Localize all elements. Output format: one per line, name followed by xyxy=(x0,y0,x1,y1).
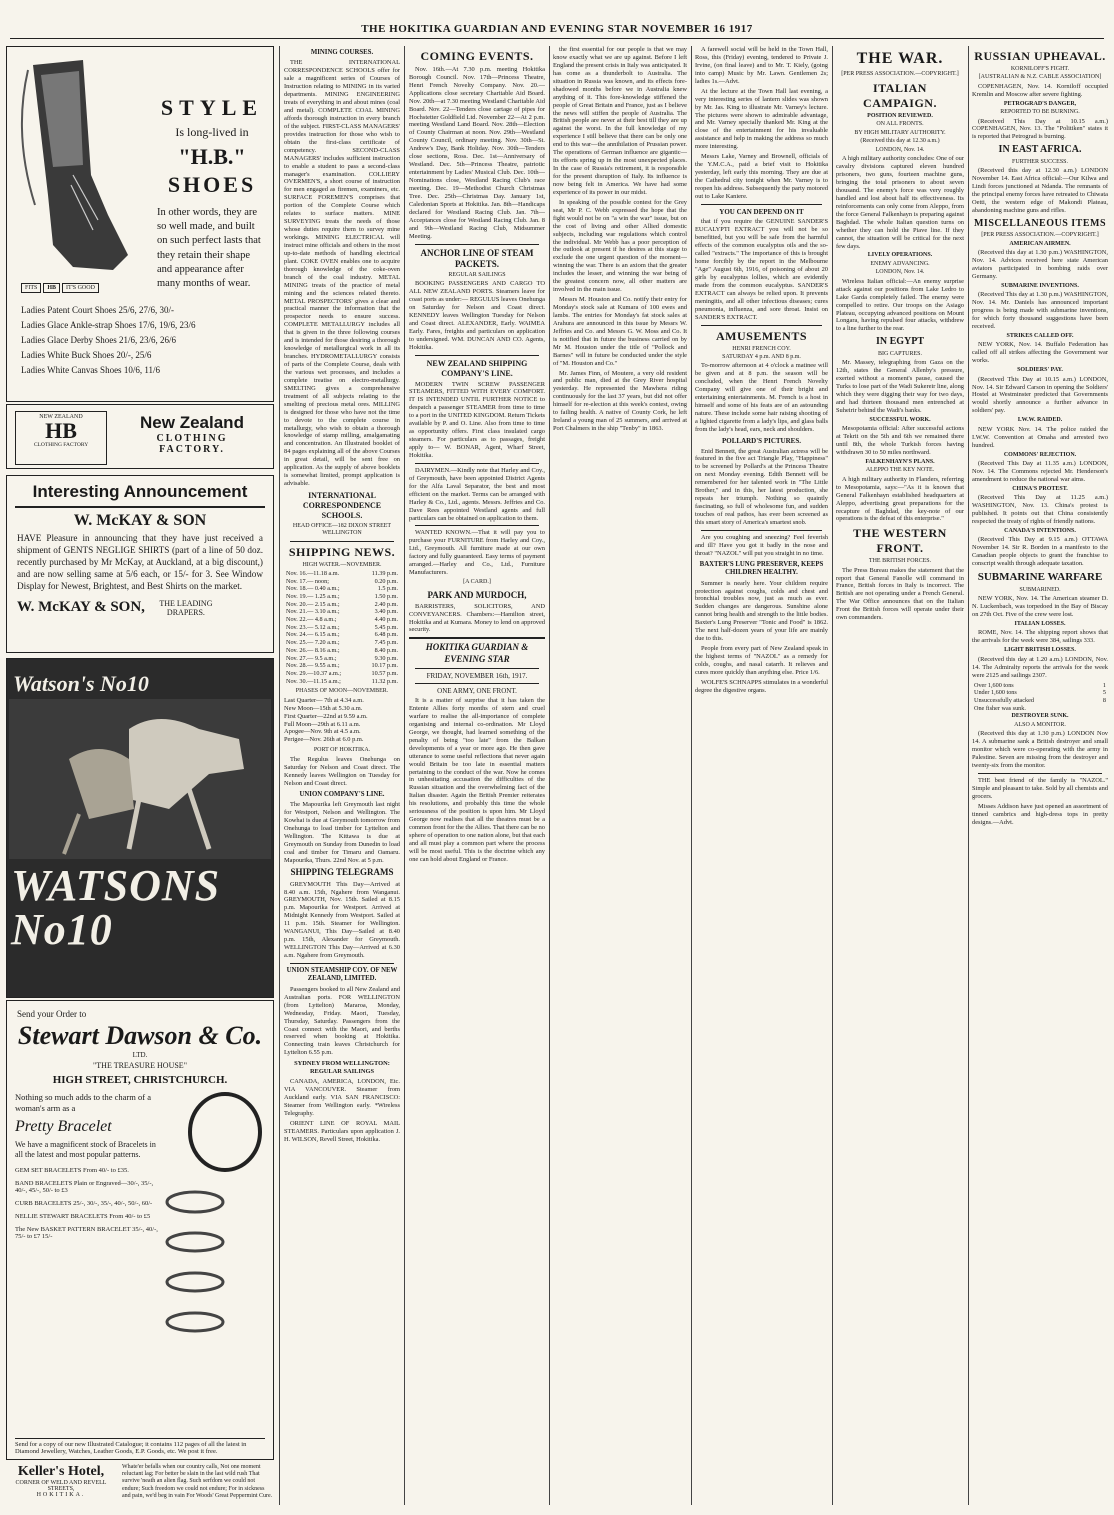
sinking-cell: 8 xyxy=(1102,696,1106,704)
style-brand: "H.B." xyxy=(178,144,246,169)
subwar-title: SUBMARINE WARFARE xyxy=(977,571,1103,584)
card-label: [A CARD.] xyxy=(463,579,491,586)
cable-association: [AUSTRALIAN & N.Z. CABLE ASSOCIATION] xyxy=(978,74,1102,81)
factory-line2: CLOTHING xyxy=(156,433,228,444)
tide-cell: Nov. 19.— 1.25 a.m.; xyxy=(286,593,340,601)
tide-cell: 1.50 p.m. xyxy=(374,593,398,601)
light-body: (Received this day at 1.20 a.m.) LONDON, Nov. 14. The Admiralty reports the arrivals for the week were 2125 and sailings 2307. xyxy=(972,655,1108,679)
russian-sub: KORNILOFF'S FIGHT. xyxy=(1010,65,1070,72)
africa-sub: FURTHER SUCCESS. xyxy=(1012,158,1068,165)
ics-address: HEAD OFFICE—182 DIXON STREET WELLINGTON xyxy=(292,522,392,537)
column-rule xyxy=(279,46,280,1505)
price-line: Ladies White Canvas Shoes 10/6, 11/6 xyxy=(21,365,160,375)
lively-title: LIVELY OPERATIONS. xyxy=(867,252,933,259)
dateline: LONDON, Nov. 14. xyxy=(875,146,925,153)
sinking-row xyxy=(972,689,1108,697)
moon-phase: Perigee—Nov. 26th at 6.0 p.m. xyxy=(284,736,364,744)
port-title: PORT OF HOKITIKA. xyxy=(313,747,371,754)
stewart-item: NELLIE STEWART BRACELETS From 40/- to £5 xyxy=(15,1212,151,1220)
sanders-title: YOU CAN DEPEND ON IT xyxy=(719,207,804,216)
stewart-logo: Stewart Dawson & Co. xyxy=(17,1021,263,1050)
baxter-title: BAXTER'S LUNG PRESERVER, KEEPS CHILDREN HEALTHY. xyxy=(699,560,824,577)
falk-body: A high military authority in Flanders, referring to Mesopotamia, says:—"As it is known that General Falkenhayn established headquarters at Aleppo, advertising great preparations for the recapture of Baghdad, the key-note of our operations is the defeat of this enterprise." xyxy=(836,475,964,523)
egypt-title: IN EGYPT xyxy=(875,336,925,348)
mining-header: MINING COURSES. xyxy=(310,49,374,56)
lecture-body: At the lecture at the Town Hall last evening, a very interesting series of lantern slides was shown by Mr. Jas. King to illustrate Mr. Varney's lecture. The pictures were shown to admirable advantage, and Mr. Varney specially thanked Mr. King at the close of the entertainment for his invaluable assistance and help in making the address so much more interesting. xyxy=(695,87,828,151)
sunk-body: NEW YORK, Nov. 14. The American steamer D. N. Luckenbach, was torpedoed in the Bay of Biscay on 27th Oct. Five of the crew were lost. xyxy=(972,595,1108,619)
tide-cell: Nov. 25.— 7.20 a.m.; xyxy=(286,639,340,647)
war-body: Wireless Italian official:—An enemy surprise attack against our positions from Lake Ledro to Lake Garda completely failed. The enemy were compelled to retire. Our troops on the Asiago Plateau, occupying advanced positions on Mount Longara, having repulsed four attacks, withdrew to a line further to the rear. xyxy=(836,277,964,333)
tide-cell: 4.40 p.m. xyxy=(374,616,398,624)
destroyer-title: DESTROYER SUNK. xyxy=(1011,713,1069,720)
badge-row xyxy=(21,283,99,293)
column-5 xyxy=(695,46,828,1507)
tide-cell: 10.57 p.m. xyxy=(371,669,398,677)
iww-title: I.W.W. RAIDED. xyxy=(1017,417,1063,424)
anchor-sub: REGULAR SAILINGS xyxy=(448,271,506,278)
baxter-body: Summer is nearly here. Your children require protection against coughs, colds and chest and bronchial troubles now, just as much as ever. Sudden changes are dangerous. Sunshine alone cannot bring health and strength to the little bodies. Baxter's Lung Preserver "Tonic and Food" is 1862. The next half-dozen years of your life are mainly due to this. xyxy=(695,579,828,643)
amusements-title: AMUSEMENTS xyxy=(715,328,807,343)
canada-title: CANADA'S INTENTIONS. xyxy=(1004,527,1076,534)
tide-cell: Nov. 16.—11.18 a.m. xyxy=(286,569,340,577)
monitor-body: (Received this day at 1.30 p.m.) LONDON Nov 14. A submarine sank a British destroyer and small monitor which were co-operating with the army in Palestine. Seven are missing from the destroyer and twenty-six from the monitor. xyxy=(972,730,1108,769)
wanted-body: WANTED KNOWN.—That it will pay you to purchase your FURNITURE from Harley and Coy., Ltd., Greymouth. All furniture made at our own factory and fully guaranteed. Easy terms of payment arranged.—Harley and Co., Ltd., Furniture Manufacturers. xyxy=(409,529,545,577)
paper-title: HOKITIKA GUARDIAN & EVENING STAR xyxy=(425,642,529,664)
column-rule xyxy=(691,46,692,1505)
tide-cell: Nov. 17.— noon; xyxy=(286,577,329,585)
kellers-addr1: CORNER OF WELD AND REVELL STREETS, xyxy=(15,1480,107,1492)
column-7 xyxy=(972,46,1108,1507)
light-title: LIGHT BRITISH LOSSES. xyxy=(1004,647,1076,654)
misc-assoc: [PER PRESS ASSOCIATION.—COPYRIGHT.] xyxy=(981,232,1099,239)
shipping-title: SHIPPING NEWS. xyxy=(288,544,396,559)
tide-row xyxy=(284,647,400,655)
italian-title: ITALIAN CAMPAIGN. xyxy=(863,81,937,111)
tide-cell: Nov. 27.— 9.5 a.m.; xyxy=(286,654,337,662)
fronts: ON ALL FRONTS. xyxy=(876,121,924,128)
editorial-title: ONE ARMY, ONE FRONT. xyxy=(437,687,517,696)
stewart-intro: Send your Order to xyxy=(17,1009,87,1019)
park-body: BARRISTERS, SOLICITORS, AND CONVEYANCERS. Chambers:—Hamilton street, Hokitika and at Kumara. Money to lend on approved security. xyxy=(409,602,545,634)
egypt-sub: BIG CAPTURES. xyxy=(877,350,922,357)
horse-illustration xyxy=(9,699,271,859)
moon-list xyxy=(284,697,400,745)
egypt-body: Mr. Massey, telegraphing from Gaza on the 12th, states the General Allenby's pressure, exerted without a moment's pause, caused the Turks to lose part of the Wadi Sukereir line, along which they were digging their way for two days, and had thirteen thousand men entrenched at Suheirir behind the Wadi's banks. xyxy=(836,359,964,414)
iww-body: NEW YORK Nov. 14. The police raided the I.W.W. Convention at Omaha and arrested two hundred. xyxy=(972,425,1108,449)
ics-title: INTERNATIONAL CORRESPONDENCE SCHOOLS. xyxy=(302,491,382,520)
tide-cell: 6.48 p.m. xyxy=(374,631,398,639)
column-rule xyxy=(832,46,833,1505)
stewart-tagline: "THE TREASURE HOUSE" xyxy=(93,1061,187,1070)
sinking-row xyxy=(972,682,1108,690)
stewart-dawson-ad xyxy=(6,1000,274,1460)
burning-title: REPORTED TO BE BURNING. xyxy=(1000,109,1080,116)
moon-phase: New Moon—15th at 5.30 a.m. xyxy=(284,704,363,712)
column-3 xyxy=(409,46,545,1507)
factory-logo-top: NEW ZEALAND xyxy=(39,414,83,420)
column-rule xyxy=(404,46,405,1505)
article-body: the first essential for our people is that we may know exactly what we are up against. Before I left England the present crisis in Italy was anticipated. It has come as a thunderbolt to Australia. The situation in Russia was known, and its effects fore-shadowed months before we in Australia knew anything of it. This fore-knowledge stiffened the people of Great Britain and France, just as I believe the news will stiffen the people of Australia. The British people are never at their best till they are up against the worst. In the full knowledge of my experience I still believe that there can be only one end to this war—the annihilation of Prussian power. The operations of German influence are gigantic—its efforts spring up in the most unexpected places. In the case of Russia's retirement, it is responsible for the present disruption of Italy. Its influence is now being felt in America. We have had some experience of its power in our midst. xyxy=(553,46,687,196)
anchor-title: ANCHOR LINE OF STEAM PACKETS. xyxy=(420,247,534,269)
military-authority: BY HIGH MILITARY AUTHORITY. xyxy=(854,129,946,136)
peppermint-verse: Whate'er befalls when our country calls, Not one moment reluctant lag; For better be slain in the last wild rush That survive 'neath an alien flag. Such serfdom we could not endure; Such freedom we could not endure; For in sickness and pain, we'd beg in vain For Woods' Great Peppermint Cure. xyxy=(122,1464,273,1499)
tide-cell: 1.5 p.m. xyxy=(377,585,398,593)
sinking-cell: 1 xyxy=(1102,681,1106,689)
tide-cell: 11.32 p.m. xyxy=(371,677,398,685)
tide-cell: 5.45 p.m. xyxy=(374,623,398,631)
style-line1: Is long-lived in xyxy=(175,125,249,139)
stewart-item: GEM SET BRACELETS From 40/- to £35. xyxy=(15,1166,129,1174)
nazol-body: People from every part of New Zealand speak in the highest terms of "NAZOL" as a remedy for colds, coughs, and nasal catarrh. It relieves and cures more quickly than anything else. Price 1/6. xyxy=(695,645,828,676)
sinking-cell: 5 xyxy=(1102,689,1106,697)
watsons-ad xyxy=(6,658,274,998)
misc-title: MISCELLANEOUS ITEMS xyxy=(973,217,1107,229)
tide-row xyxy=(284,678,400,686)
falk-title: FALKENHAYN'S PLANS. xyxy=(865,458,935,465)
tide-table xyxy=(284,570,400,685)
column-rule xyxy=(968,46,969,1505)
tide-row xyxy=(284,616,400,624)
style-shoes: SHOES xyxy=(167,172,257,197)
kellers-title: Keller's Hotel, xyxy=(17,1464,105,1479)
sinkings-table xyxy=(972,682,1108,713)
sinking-cell: Under 1,600 tons xyxy=(974,689,1017,697)
column-2 xyxy=(284,46,400,1507)
tide-row xyxy=(284,570,400,578)
sinking-row xyxy=(972,705,1108,713)
amusements-sub: HENRI FRENCH COY. xyxy=(732,345,791,352)
usc-body: Passengers booked to all New Zealand and Australian ports. FOR WELLINGTON (from Lyttelton) Mararoa, Monday, Wednesday, Friday. Maori, Tuesday, Thursday, Saturday. Passengers from the Coast connect with the Maori, and berths reserved when booking at Hokitika. Connecting train leaves Christchurch for Lyttelton 6.55 p.m. xyxy=(284,985,400,1057)
tide-row xyxy=(284,639,400,647)
addison-ad: Misses Addison have just opened an assortment of tinned cambrics and high-dress tops in pretty designs.—Advt. xyxy=(972,802,1108,826)
mining-body: THE INTERNATIONAL CORRESPONDENCE SCHOOLS offer for sale a magnificent series of Courses of Instruction relating to MINING in its varied departments. MINING ENGINEERING treats of everything in and about mines (coal and metal). COMPLETE COAL MINING affords thorough instruction in every branch of the subject. FIRST-CLASS MANAGERS' provides instruction for those who wish to obtain the first-class certificate of competency. SECOND-CLASS MANAGERS' includes sufficient instruction to enable a student to pass a second-class manager's examination. COLLIERY OVERMEN'S, a short course of instruction for men engaged as firemen, examiners, etc. SURFACE FOREMEN'S comprises that portion of the Complete Course which relates to surface matters. MINE SURVEYING treats the needs of those whose duties require them to survey mine workings. MINING ELECTRICAL will instruct mine officials and others in the most up-to-date methods of handling electrical plant. COKE OVEN enables one to acquire thorough knowledge of the coke-oven branch of the coal industry. METAL MINING treats of the practice of metal mining and the sciences related thereto. METAL PROSPECTORS' gives a clear and practical manner the information that the prospector needs to ensure success. COMPLETE METALLURGY includes all that is given in the three following courses and is intended for those desiring a thorough knowledge of metallurgical work in all its branches. HYDROMETALLURGY consists of parts of the Complete Course, deals with the various wet processes, and includes a complete treatise on electro-metallurgy. SMELTING gives a comprehensive treatment of all subjects relating to the smelting of precious metal ores. MILLING is designed for those who have not the time to devote to the complete course in metallurgy, who wish to obtain a thorough knowledge of stamp milling, amalgamating and concentration. An Illustrated booklet of 84 pages explaining all of the above Courses in great detail, will be sent free on application. As the supply of above booklets is somewhat limited, prompt application is advisable. xyxy=(284,59,400,488)
stewart-ltd: LTD. xyxy=(132,1051,148,1059)
tide-cell: 9.30 p.m. xyxy=(374,654,398,662)
africa-body: (Received this day at 12.30 a.m.) LONDON November 14. East Africa official:—Our Kilwa and Lindi forces junctioned at Ndanda. The remnants of the principal enemy forces have retreated to Chiwata Oetti, the western edge of Makondi Plateau, abandoning machine guns and rifles. xyxy=(972,167,1108,214)
italian-losses-title: ITALIAN LOSSES. xyxy=(1014,621,1066,628)
price-line: Ladies Glace Ankle-strap Shoes 17/6, 19/6, 23/6 xyxy=(21,320,196,330)
bracelet-illustrations xyxy=(165,1092,265,1372)
press-association: [PER PRESS ASSOCIATION.—COPYRIGHT.] xyxy=(841,70,959,77)
coming-body: Nov. 16th.—At 7.30 p.m. meeting Hokitika Borough Council. Nov. 17th—Princess Theatre, Henri French Novelty Company. Nov. 20.—Applications close secretary Charitable Aid Board. Nov. 20th—at 7.30 meeting Westland Charitable Aid Board. Nov. 22—Tenders close cartage of pipes for Hochstetter Goldfield Ltd. November 22—At 2 p.m. meeting Westland Land Board. Nov. 28th—Election of County Chairman at noon. Nov. 29th—Westland County Council, ordinary meeting. Nov. 30th—St. Andrew's Day, Bank Holiday. Nov. 30th—Tenders close sections, Ross. Dec. 1st—Anniversary of Westland. Dec. 5th—Princess Theatre, patriotic entertainment by Ladies' Musical Club. Dec. 10th—Nominations close, Westland Racing Club's race meeting. Dec. 19—Methodist Church Christmas Tree. Dec. 25th—Christmas Day. January 1st, Caledonian Sports at Hokitika. Jan. 8th—Handicaps declared for Westland Racing Club. Jan. 7th—Acceptances close for Westland Racing Club. Jan. 8 and 9th—Westland Racing Club, Midsummer Meeting. xyxy=(409,65,545,240)
sinking-row xyxy=(972,697,1108,705)
mckay-footer: W. McKAY & SON, xyxy=(17,599,145,616)
tide-cell: Nov. 18.— 0.40 a.m.; xyxy=(286,585,340,593)
soldiers-title: SOLDIERS' PAY. xyxy=(1017,367,1063,374)
tide-row xyxy=(284,578,400,586)
sinking-cell: Unsuccessfully attacked xyxy=(974,696,1034,704)
tide-cell: Nov. 30.—11.15 a.m.; xyxy=(286,677,341,685)
paper-date: FRIDAY, NOVEMBER 16th, 1917. xyxy=(426,671,528,680)
war-body: A high military authority concludes: One of our cavalry divisions captured eleven hundred prisoners, two guns, fourteen machine guns, bringing the total prisoners to about seven thousand. The enemy's force was very roughly handled and lost about half its effectiveness. Its reinforcements can only come from Aleppo, from the force General Falkenhayn is preparing against Baghdad. The whole Italian question turns on whether they can hold the Piave line. If they cannot, the situation will be critical for the next few days. xyxy=(836,155,964,250)
sydney-title: SYDNEY FROM WELLINGTON: REGULAR SAILINGS xyxy=(294,1060,390,1076)
kellers-addr2: HOKITIKA. xyxy=(36,1492,86,1498)
nz-clothing-factory-ad xyxy=(6,404,274,469)
petro-title: PETROGRAD'S DANGER, xyxy=(1003,100,1077,107)
style-body: In other words, they are so well made, and built on such perfect lasts that they retain their shape and appearance after many months of wear. xyxy=(157,207,261,289)
coming-title: COMING EVENTS. xyxy=(420,49,534,63)
china-title: CHINA'S PROTEST. xyxy=(1012,485,1068,492)
aleppo-title: ALEPPO THE KEY NOTE. xyxy=(865,467,935,474)
column-rule xyxy=(549,46,550,1505)
sub-title: SUBMARINE INVENTIONS. xyxy=(1001,282,1079,289)
russian-body: COPENHAGEN, Nov. 14. Korniloff occupied Kremlin and Moscow after severe fighting. xyxy=(972,82,1108,98)
canada-body: (Received This Day at 9.15 a.m.) OTTAWA November 14. Sir R. Borden in a manifesto to the Canadian people objects to grant the franchise to conscript wealth through adequate taxation. xyxy=(972,536,1108,568)
telegrams-body: GREYMOUTH This Day—Arrived at 8.40 a.m. 15th, Ngahere from Wanganui. GREYMOUTH, Nov. 15th. Sailed at 8.15 p.m. Mapourika for Westport. Arrived at Midnight Kennedy from Westport. Sailed at 11 p.m. 15th. Steamer for Wellington. WANGANUI, This Day—Sailed at 8.40 p.m. 15th, Alexander for Greymouth. WELLINGTON This Day—Arrived at 6.30 a.m. Ngahere from Greymouth. xyxy=(284,880,400,960)
tide-cell: Nov. 29.—10.37 a.m.; xyxy=(286,669,342,677)
mckay-name: W. McKAY & SON xyxy=(73,512,207,529)
tide-cell: Nov. 22.— 4.8 a.m.; xyxy=(286,616,337,624)
masthead: THE HOKITIKA GUARDIAN AND EVENING STAR NOVEMBER 16 1917 xyxy=(10,20,1104,39)
stewart-item: BAND BRACELETS Plain or Engraved—30/-, 35/-, 40/-, 45/-, 50/- to £3 xyxy=(15,1179,154,1194)
stewart-footer: Send for a copy of our new Illustrated Catalogue; it contains 112 pages of all the latest in Diamond Jewellery, Watches, Leather Goods, E.P. Goods, etc. We post it free. xyxy=(15,1438,265,1455)
editorial-body: It is a matter of surprise that it has taken the Entente Allies forty months of stern and cruel warfare to realise the all-importance of complete organising and internal co-ordination. Mr Lloyd George, we thought, had learned something of the penalty of being "too late" from the Balkan developments of a year or more ago. He then gave utterance to some useful reflections that never again would Britain be too late in essential matters pertaining to the conduct of the war. Now he comes in unhesitating accusation the difficulties of the Russian situation and the overwhelming fact of the Italian disaster. Again the British Premier reiterates his resolutions, and probably this time the whole seriousness of the position is upon him. Mr Lloyd George now realises that all the theatres must be a common front for the the Allies. That there can be no sphere of operation to one nation alone, but that each and all must play a common part where the process will be most useful. This is the doctrine which any one can hold about England or France. xyxy=(409,697,545,863)
orient-body: ORIENT LINE OF ROYAL MAIL STEAMERS. Particulars upon application J. H. WILSON, Revell Street, Hokitika. xyxy=(284,1119,400,1143)
factory-logo-bottom: CLOTHING FACTORY xyxy=(33,442,89,448)
stewart-address: HIGH STREET, CHRISTCHURCH. xyxy=(52,1074,228,1086)
tide-cell: Nov. 21.— 3.10 a.m.; xyxy=(286,608,340,616)
tide-cell: 0.20 p.m. xyxy=(374,577,398,585)
port-body: The Regulus leaves Onehunga on Saturday for Nelson and Coast direct. The Kennedy leaves Wellington on Tuesday for Nelson and Coast direct. xyxy=(284,755,400,787)
soldiers-body: (Received This Day at 10.15 a.m.) LONDON, Nov. 14. Sir Edward Carson in opening the Soldiers' Hostel at Westminster predicted that Governments would shortly announce a further advance in soldiers' pay. xyxy=(972,375,1108,415)
union-body: The Mapourika left Greymouth last night for Westport, Nelson and Wellington. The Kowhai is due at Greymouth tomorrow from Onehunga to load timber for Lyttelton and Wellington. The Kittawa is due at Greymouth on Sunday from Dunedin to load coal and timber for Timaru and Oamaru. Mapourika, Thurs. 22nd Nov. at 5 p.m. xyxy=(284,800,400,864)
dairymen-body: DAIRYMEN.—Kindly note that Harley and Coy., of Greymouth, have been appointed District Agents for the Alfa Laval Separator, the best and most efficient on the market. Terms can be arranged with Harley & Co., Ltd., agents. Messrs. Jeffries and Co. Dave Rees appointed Westland agents and full particulars can be obtained on application to them. xyxy=(409,466,545,522)
nazol-ad: THE best friend of the family is "NAZOL." Simple and pleasant to take. Sold by all chemists and grocers. xyxy=(972,776,1108,800)
africa-title: IN EAST AFRICA. xyxy=(998,144,1082,156)
moon-phase: Last Quarter— 7th at 4.34 a.m. xyxy=(284,696,364,704)
tide-cell: 7.45 p.m. xyxy=(374,639,398,647)
hb-shoes-ad xyxy=(6,46,274,402)
wolfe-body: WOLFE'S SCHNAPPS stimulates in a wonderful degree the digestive organs. xyxy=(695,678,828,694)
moon-phase: Full Moon—29th at 6.11 a.m. xyxy=(284,720,361,728)
airmen-body: (Received this day at 1.30 p.m.) WASHINGTON, Nov. 14. Advices received here state American aviators participated in bombing raids over Germany. xyxy=(972,249,1108,280)
style-headline: STYLE xyxy=(160,95,264,120)
tide-cell: Nov. 28.— 9.55 a.m.; xyxy=(286,662,340,670)
ymca-body: Messrs Lake, Varney and Brownell, officials of the Y.M.C.A., paid a brief visit to Hokitika yesterday, left early this morning. They are due at the Cathedral city tonight when Mr. Varney is to reopen his address. Subsequently the party motored out to Lake Kaniere. xyxy=(695,153,828,200)
russian-title: RUSSIAN UPHEAVAL. xyxy=(974,49,1106,63)
western-body: The Press Bureau makes the statement that the report that General Fanolle will command in France, British forces in Italy is incorrect. The British are not operating under a French General. The War Office announces that on the Italian Front the British forces will operate under their own commanders. xyxy=(836,566,964,622)
article-body: Messrs M. Houston and Co. notify their entry for Monday's stock sale at Kumara of 100 ewes and lambs. The entries for Monday's fat stock sales at Arahura are announced in this issue by Messrs W. Jeffries and Co. and Messrs G. W. Moss and Co. It is notified that in future the business carried on by Mr M. Houston under the title of "Pollock and Barnes" will in future be conducted under the style of "M. Houston and Co." xyxy=(553,296,687,367)
tide-row xyxy=(284,670,400,678)
column-6 xyxy=(836,46,964,1507)
farewell-body: A farewell social will be held in the Town Hall, Ross, this (Friday) evening, tendered to Private J. Irvine, (on final leave) and to Mr. T. Kiely, (going into camp) Music by Mr. Lawn. Gentlemen 2s; ladies 1s.—Advt. xyxy=(695,46,828,85)
price-list xyxy=(21,303,265,380)
badge-good: IT'S GOOD xyxy=(62,283,99,293)
strikes-title: STRIKES CALLED OFF. xyxy=(1006,332,1074,339)
tide-cell: 2.40 p.m. xyxy=(374,600,398,608)
advancing-title: ENEMY ADVANCING. xyxy=(870,260,930,267)
moon-phase: Apogee—Nov. 9th at 4.5 a.m. xyxy=(284,728,361,736)
boot-illustration xyxy=(13,55,133,285)
anchor-body: BOOKING PASSENGERS AND CARGO TO ALL NEW ZEALAND PORTS. Steamers leave for coast ports as under:— REGULUS leaves Onehunga on Saturday for Nelson and Coast direct. KENNEDY leaves Wellington Tuesday for Nelson and Coast direct. ALEXANDER, Early. WAIMEA Early. Fares, freights and particulars on application to undersigned. WM. DUNCAN AND CO. Agents, Hokitika. xyxy=(409,280,545,351)
article-body: Mr. James Finn, of Moutere, a very old resident and public man, died at the Grey River hospital yesterday. He represented the Mawhera riding continuously for the last 37 years, but did not offer himself for re-election at this week's contest, owing to failing health. A native of County Cork, he left Ireland a young man of 25 summers, and arrived at Port Chalmers in the ship "Tenby" in 1863. xyxy=(553,369,687,433)
tide-row xyxy=(284,631,400,639)
cough-body: Are you coughing and sneezing? Feel feverish and ill? Have you got it badly in the nose and throat? "NAZOL" will put you straight in no time. xyxy=(695,533,828,557)
watsons-line2: WATSONS No10 xyxy=(11,861,221,954)
mckay-ad xyxy=(6,475,274,653)
stewart-product: Pretty Bracelet xyxy=(15,1118,112,1136)
tide-cell: Nov. 20.— 2.15 a.m.; xyxy=(286,600,340,608)
tide-row xyxy=(284,601,400,609)
telegrams-title: SHIPPING TELEGRAMS xyxy=(290,867,394,878)
sinking-cell xyxy=(1094,705,1108,713)
tide-row xyxy=(284,655,400,663)
success-body: Mesopotamia official: After successful actions at Tekrit on the 5th and 6th we remained there until 8th, the whole Turkish forces having withdrawn 30 to 50 miles northward. xyxy=(836,425,964,456)
shipping-sub: HIGH WATER.—NOVEMBER. xyxy=(302,561,382,568)
union-title: UNION COMPANY'S LINE. xyxy=(299,790,385,798)
commons-body: (Received This Day at 11.35 a.m.) LONDON, Nov. 14. The Commons rejected Mr. Henderson's amendment to reduce the national war aims. xyxy=(972,459,1108,483)
tide-row xyxy=(284,585,400,593)
petro-body: (Received This Day at 10.15 a.m.) COPENHAGEN, Nov. 13. The "Politiken" states it is reported that Petrograd is burning. xyxy=(972,117,1108,141)
tide-row xyxy=(284,624,400,632)
airmen-title: AMERICAN AIRMEN. xyxy=(1009,240,1071,247)
nzsc-body: MODERN TWIN SCREW PASSENGER STEAMERS, FITTED WITH EVERY COMFORT. IT IS INTENDED UNTIL FURTHER NOTICE to despatch a passenger STEAMER from time to time to a port in the UNITED KINGDOM. Return Tickets available by P. and O. Line. Also from time to time as opportunity offers. First class insulated cargo steamers. For particulars as to passages, freight apply to— W. BONAR, Agent, Wharf Street, Hokitika. xyxy=(409,380,545,459)
success-title: SUCCESSFUL WORK. xyxy=(869,416,931,423)
nzsc-title: NEW ZEALAND SHIPPING COMPANY'S LINE. xyxy=(426,358,528,378)
western-title: THE WESTERN FRONT. xyxy=(853,526,947,556)
tide-row xyxy=(284,593,400,601)
price-line: Ladies Patent Court Shoes 25/6, 27/6, 30/- xyxy=(21,305,174,315)
tide-cell: Nov. 24.— 6.15 a.m.; xyxy=(286,631,340,639)
tide-cell: 11.39 p.m. xyxy=(371,569,398,577)
italian-losses-body: ROME, Nov. 14. The shipping report shows that the arrivals for the week were 384, sailings 333. xyxy=(972,629,1108,645)
park-title: PARK AND MURDOCH, xyxy=(427,589,527,600)
amusements-date: SATURDAY 4 p.m. AND 8 p.m. xyxy=(722,353,801,360)
monitor-title: ALSO A MONITOR. xyxy=(1014,721,1066,728)
tide-row xyxy=(284,608,400,616)
position-title: POSITION REVIEWED. xyxy=(867,113,933,120)
stewart-item: The New BASKET PATTERN BRACELET 35/-, 40/-, 75/- to £7 15/- xyxy=(15,1225,158,1240)
china-body: (Received This Day at 11.25 a.m.) WASHINGTON, Nov. 13. China's protest is published. It points out that China consistently respected the treaty of rights of friendly nations. xyxy=(972,494,1108,526)
price-line: Ladies Glace Derby Shoes 21/6, 23/6, 26/6 xyxy=(21,335,176,345)
mckay-body: HAVE Pleasure in announcing that they have just received a shipment of GENTS NEGLIGE SHIRTS (part of a line of 50 doz. recently purchased by Mr McKay, at Auckland, at a big discount,) and are now selling same at 5/6 each, or 15/- for 3. See Window Display for Newest, Brightest, and Best Shirts on the market. xyxy=(17,533,263,591)
kellers-ad xyxy=(6,1464,116,1498)
sanders-body: that if you require the GENUINE SANDER'S EUCALYPTI EXTRACT you will not be so benefitted, but you will be safe from the harmful effects of the common eucalyptus oils and the so-called "extracts." The importance of this is brought home forcibly by the report in the Melbourne "Age" August 6th, 1916, of poisoning of about 20 girls by eucalyptus lollies, which are evidently made from the common eucalyptus. SANDER'S EXTRACT can always be relied upon. It prevents meningitis, and all other infectious diseases; cures pneumonia, influenza, and sore throat. Insist on SANDER'S EXTRACT. xyxy=(695,218,828,321)
mckay-footer-right: THE LEADING DRAPERS. xyxy=(159,598,213,617)
sinking-cell: Over 1,600 tons xyxy=(974,681,1014,689)
factory-name: New Zealand xyxy=(140,413,244,432)
tide-cell: Nov. 23.— 5.12 a.m.; xyxy=(286,623,340,631)
badge-hb: HB xyxy=(43,283,60,293)
tide-cell: 8.40 p.m. xyxy=(374,646,398,654)
sub-body: (Received This day at 1.30 p.m.) WASHINGTON, Nov. 14. Mr. Daniels has announced important progress is being made with submarine inventions, for which forty thousand suggestions have been received. xyxy=(972,291,1108,330)
stewart-text1: Nothing so much adds to the charm of a woman's arm as a xyxy=(15,1092,151,1114)
badge-fits: FITS xyxy=(21,283,41,293)
western-sub: THE BRITISH FORCES. xyxy=(868,558,932,565)
pollard-title: POLLARD'S PICTURES. xyxy=(722,436,801,445)
tide-cell: 10.17 p.m. xyxy=(371,662,398,670)
mckay-title: Interesting Announcement xyxy=(32,482,248,501)
factory-line3: FACTORY. xyxy=(159,444,225,455)
strikes-body: NEW YORK, Nov. 14. Buffalo Federation has called off all strikes affecting the Government war works. xyxy=(972,341,1108,365)
war-title: THE WAR. xyxy=(856,50,944,67)
amusements-body: To-morrow afternoon at 4 o'clock a matinee will be given and at 8 p.m. the season will be concluded, when the Henri French Novelty Company will give one of their bright and entertaining entertainments. M. French is a host in himself and some of his feats are of an astounding nature. These include some hair raising shooting of a lighted cigarette from a lady's lips, and glass balls from the lady's head, ears, neck and shoulders. xyxy=(695,362,828,433)
price-line: Ladies White Buck Shoes 20/-, 25/6 xyxy=(21,350,152,360)
moon-title: PHASES OF MOON—NOVEMBER. xyxy=(295,688,389,695)
pollard-body: Enid Bennett, the great Australian actress will be featured in the five act Triangle Play, "Happiness" to be screened by Pollard's at the Princess Theatre on next Monday evening. Edith Bennett will be remembered for her talented work in "The Little Brother," and in this, her latest production, she repeats her triumph. Nothing so quaintly fascinating, so full of wholesome fun, and sudden touches of real pathos, has ever been screened as this smart story of America's smartest snob. xyxy=(695,447,828,526)
tide-cell: Nov. 26.— 8.16 a.m.; xyxy=(286,646,340,654)
watsons-line1: Watson's No10 xyxy=(13,671,149,696)
tide-row xyxy=(284,662,400,670)
canada-body: CANADA, AMERICA, LONDON, Etc. VIA VANCOUVER. Steamer from Auckland early. VIA SAN FRANCISCO: Steamer from Wellington early. *Wireless Telegraphy. xyxy=(284,1078,400,1117)
dateline: LONDON, Nov. 14. xyxy=(875,269,925,276)
factory-logo: NEW ZEALAND HB CLOTHING FACTORY xyxy=(15,411,107,465)
commons-title: COMMONS' REJECTION. xyxy=(1003,451,1077,458)
article-body: In speaking of the possible contest for the Grey seat, Mr P. C. Webb expressed the hope that the fight would not be on "a win the war" issue, but on the cost of living and other Allied domestic subjects, including war regulations which control the individual. Mr Webb has a poor perception of the outlook at present if he desires at this stage to exclude the one urgent question of the moment—winning the war. There is an axiom that the greater includes the lesser, and winning the war being of the greatest concern now, all other matters are involved in the main issue. xyxy=(553,198,687,294)
received-note: (Received this day at 12.30 a.m.) xyxy=(860,138,940,145)
sinking-cell: One fisher was sunk. xyxy=(974,704,1026,712)
column-4 xyxy=(553,46,687,1507)
tide-cell: 3.40 p.m. xyxy=(374,608,398,616)
sunk-title: SUBMARINED. xyxy=(1019,586,1061,593)
moon-phase: First Quarter—22nd at 9.59 a.m. xyxy=(284,712,368,720)
stewart-text2: We have a magnificent stock of Bracelets in all the latest and most popular patterns. xyxy=(15,1140,156,1160)
usc-title: UNION STEAMSHIP COY. OF NEW ZEALAND, LIMITED. xyxy=(286,966,398,983)
stewart-item: CURB BRACELETS 25/-, 30/-, 35/-, 40/-, 50/-, 60/- xyxy=(15,1199,153,1207)
